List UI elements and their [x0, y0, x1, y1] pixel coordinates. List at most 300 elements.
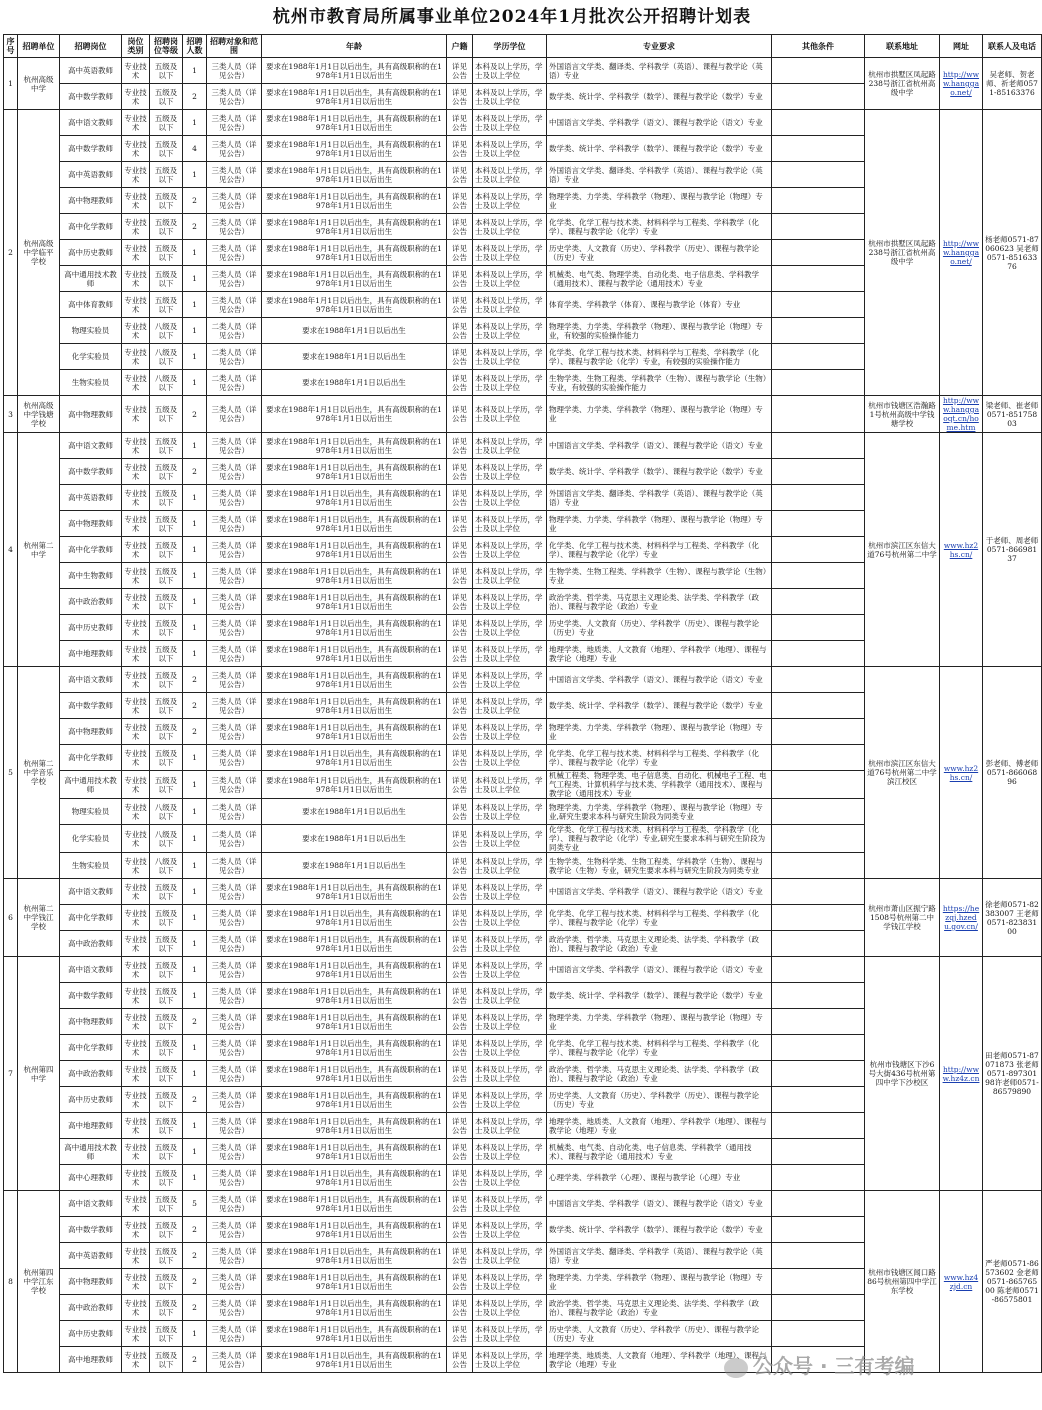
post-level: 五级及以下 — [150, 240, 183, 266]
post-level: 五级及以下 — [150, 667, 183, 693]
post-level: 五级及以下 — [150, 396, 183, 433]
post-name: 高中语文教师 — [60, 957, 122, 983]
household-requirement: 详见公告 — [447, 799, 473, 825]
other-conditions — [772, 485, 865, 511]
page-title: 杭州市教育局所属事业单位2024年1月批次公开招聘计划表 — [272, 7, 752, 27]
education-requirement: 本科及以上学历，学士及以上学位 — [473, 905, 547, 931]
major-requirement: 政治学类、哲学类、马克思主义理论类、法学类、学科教学（政治）、课程与教学论（政治）专业 — [547, 1061, 772, 1087]
post-category: 专业技术 — [122, 1061, 150, 1087]
post-category: 专业技术 — [122, 719, 150, 745]
contact-address: 杭州市滨江区东信大道76号杭州第二中学 — [865, 433, 940, 667]
other-conditions — [772, 433, 865, 459]
post-category: 专业技术 — [122, 641, 150, 667]
other-conditions — [772, 1295, 865, 1321]
other-conditions — [772, 58, 865, 84]
post-level: 五级及以下 — [150, 214, 183, 240]
post-name: 高中政治教师 — [60, 589, 122, 615]
education-requirement: 本科及以上学历，学士及以上学位 — [473, 1243, 547, 1269]
major-requirement: 化学类、化学工程与技术类、材料科学与工程类、学科教学（化学）、课程与教学论（化学）专业 — [547, 905, 772, 931]
post-name: 高中政治教师 — [60, 1295, 122, 1321]
household-requirement: 详见公告 — [447, 931, 473, 957]
post-category: 专业技术 — [122, 58, 150, 84]
age-requirement: 要求在1988年1月1日以后出生，具有高级职称的在1978年1月1日以后出生 — [262, 1217, 447, 1243]
household-requirement: 详见公告 — [447, 1269, 473, 1295]
other-conditions — [772, 853, 865, 879]
household-requirement: 详见公告 — [447, 459, 473, 485]
post-name: 高中历史教师 — [60, 615, 122, 641]
major-requirement: 生物学类、生物工程类、学科教学（生物）、课程与教学论（生物）专业，有较强的实验操作能力 — [547, 370, 772, 396]
column-header: 岗位类别 — [122, 35, 150, 58]
household-requirement: 详见公告 — [447, 1191, 473, 1217]
post-level: 八级及以下 — [150, 370, 183, 396]
post-name: 高中化学教师 — [60, 214, 122, 240]
hire-count: 1 — [183, 240, 207, 266]
hire-count: 1 — [183, 879, 207, 905]
post-category: 专业技术 — [122, 292, 150, 318]
major-requirement: 机械工程类、物理学类、电子信息类、自动化、机械电子工程、电气工程类、计算机科学与技术类、学科教学（通用技术）、课程与教学论（通用技术）专业 — [547, 771, 772, 799]
household-requirement: 详见公告 — [447, 1321, 473, 1347]
column-header: 年龄 — [262, 35, 447, 58]
age-requirement: 要求在1988年1月1日以后出生，具有高级职称的在1978年1月1日以后出生 — [262, 1321, 447, 1347]
age-requirement: 要求在1988年1月1日以后出生，具有高级职称的在1978年1月1日以后出生 — [262, 1113, 447, 1139]
major-requirement: 历史学类、人文教育（历史）、学科教学（历史）、课程与教学论（历史）专业 — [547, 1087, 772, 1113]
recruit-target: 三类人员（详见公告） — [207, 188, 262, 214]
post-name: 高中历史教师 — [60, 1321, 122, 1347]
post-name: 物理实验员 — [60, 318, 122, 344]
household-requirement: 详见公告 — [447, 667, 473, 693]
household-requirement: 详见公告 — [447, 240, 473, 266]
age-requirement: 要求在1988年1月1日以后出生，具有高级职称的在1978年1月1日以后出生 — [262, 433, 447, 459]
post-name: 高中物理教师 — [60, 396, 122, 433]
household-requirement: 详见公告 — [447, 1295, 473, 1321]
website-link[interactable]: http://www.hanggao.net/ — [942, 239, 980, 266]
major-requirement: 中国语言文学类、学科教学（语文）、课程与教学论（语文）专业 — [547, 433, 772, 459]
household-requirement: 详见公告 — [447, 693, 473, 719]
education-requirement: 本科及以上学历，学士及以上学位 — [473, 344, 547, 370]
website-cell — [940, 396, 983, 433]
education-requirement: 本科及以上学历，学士及以上学位 — [473, 266, 547, 292]
post-level: 五级及以下 — [150, 1035, 183, 1061]
recruit-target: 三类人员（详见公告） — [207, 957, 262, 983]
post-level: 五级及以下 — [150, 162, 183, 188]
hire-count: 1 — [183, 1035, 207, 1061]
other-conditions — [772, 693, 865, 719]
major-requirement: 物理学类、力学类、学科教学（物理）、课程与教学论（物理）专业 — [547, 188, 772, 214]
post-level: 五级及以下 — [150, 693, 183, 719]
table-row — [4, 667, 1042, 693]
hire-count: 2 — [183, 396, 207, 433]
household-requirement: 详见公告 — [447, 396, 473, 433]
age-requirement: 要求在1988年1月1日以后出生，具有高级职称的在1978年1月1日以后出生 — [262, 771, 447, 799]
contact-address: 杭州市钱塘区浩瀚路1号杭州高级中学钱塘学校 — [865, 396, 940, 433]
hire-count: 1 — [183, 58, 207, 84]
other-conditions — [772, 905, 865, 931]
post-category: 专业技术 — [122, 1243, 150, 1269]
age-requirement: 要求在1988年1月1日以后出生，具有高级职称的在1978年1月1日以后出生 — [262, 266, 447, 292]
recruit-target: 三类人员（详见公告） — [207, 1321, 262, 1347]
post-name: 高中数学教师 — [60, 459, 122, 485]
major-requirement: 化学类、化学工程与技术类、材料科学与工程类、学科教学（化学）、课程与教学论（化学）专业 — [547, 745, 772, 771]
household-requirement: 详见公告 — [447, 879, 473, 905]
website-cell — [940, 58, 983, 110]
household-requirement: 详见公告 — [447, 136, 473, 162]
post-level: 八级及以下 — [150, 853, 183, 879]
major-requirement: 外国语言文学类、翻译类、学科教学（英语）、课程与教学论（英语）专业 — [547, 1243, 772, 1269]
age-requirement: 要求在1988年1月1日以后出生，具有高级职称的在1978年1月1日以后出生 — [262, 1347, 447, 1373]
household-requirement: 详见公告 — [447, 983, 473, 1009]
hire-count: 2 — [183, 693, 207, 719]
recruit-target: 三类人员（详见公告） — [207, 771, 262, 799]
age-requirement: 要求在1988年1月1日以后出生，具有高级职称的在1978年1月1日以后出生 — [262, 110, 447, 136]
household-requirement: 详见公告 — [447, 1009, 473, 1035]
education-requirement: 本科及以上学历，学士及以上学位 — [473, 1269, 547, 1295]
education-requirement: 本科及以上学历，学士及以上学位 — [473, 853, 547, 879]
major-requirement: 数学类、统计学、学科教学（数学）、课程与教学论（数学）专业 — [547, 459, 772, 485]
hire-count: 1 — [183, 799, 207, 825]
post-level: 五级及以下 — [150, 1061, 183, 1087]
hire-count: 1 — [183, 433, 207, 459]
post-category: 专业技术 — [122, 615, 150, 641]
contact-person: 于老师、周老师0571-86698137 — [983, 433, 1042, 667]
other-conditions — [772, 667, 865, 693]
household-requirement: 详见公告 — [447, 537, 473, 563]
post-level: 八级及以下 — [150, 825, 183, 853]
major-requirement: 数学类、统计学、学科教学（数学）、课程与教学论（数学）专业 — [547, 1217, 772, 1243]
recruit-target: 三类人员（详见公告） — [207, 931, 262, 957]
other-conditions — [772, 318, 865, 344]
major-requirement: 物理学类、力学类、学科教学（物理）、课程与教学论（物理）专业 — [547, 396, 772, 433]
post-category: 专业技术 — [122, 162, 150, 188]
post-category: 专业技术 — [122, 1217, 150, 1243]
other-conditions — [772, 563, 865, 589]
post-level: 八级及以下 — [150, 344, 183, 370]
post-category: 专业技术 — [122, 589, 150, 615]
household-requirement: 详见公告 — [447, 1165, 473, 1191]
recruit-target: 二类人员（详见公告） — [207, 370, 262, 396]
education-requirement: 本科及以上学历，学士及以上学位 — [473, 162, 547, 188]
age-requirement: 要求在1988年1月1日以后出生，具有高级职称的在1978年1月1日以后出生 — [262, 667, 447, 693]
hire-count: 1 — [183, 318, 207, 344]
hire-count: 2 — [183, 459, 207, 485]
post-category: 专业技术 — [122, 370, 150, 396]
post-level: 五级及以下 — [150, 433, 183, 459]
age-requirement: 要求在1988年1月1日以后出生，具有高级职称的在1978年1月1日以后出生 — [262, 615, 447, 641]
major-requirement: 机械类、电气类、物理学类、自动化类、电子信息类、学科教学（通用技术）、课程与教学论（通用技术）专业 — [547, 266, 772, 292]
post-name: 高中政治教师 — [60, 931, 122, 957]
other-conditions — [772, 214, 865, 240]
hire-count: 4 — [183, 136, 207, 162]
hire-count: 2 — [183, 667, 207, 693]
contact-person: 梁老师、崔老师0571-85175803 — [983, 396, 1042, 433]
age-requirement: 要求在1988年1月1日以后出生，具有高级职称的在1978年1月1日以后出生 — [262, 485, 447, 511]
recruit-target: 二类人员（详见公告） — [207, 318, 262, 344]
recruit-target: 三类人员（详见公告） — [207, 615, 262, 641]
post-name: 高中语文教师 — [60, 1191, 122, 1217]
post-category: 专业技术 — [122, 563, 150, 589]
unit-number: 3 — [4, 396, 18, 433]
education-requirement: 本科及以上学历，学士及以上学位 — [473, 799, 547, 825]
unit-number: 6 — [4, 879, 18, 957]
post-level: 五级及以下 — [150, 1295, 183, 1321]
education-requirement: 本科及以上学历，学士及以上学位 — [473, 433, 547, 459]
website-link[interactable]: www.hz2hs.cn/ — [943, 540, 979, 559]
other-conditions — [772, 1139, 865, 1165]
post-category: 专业技术 — [122, 853, 150, 879]
website-cell — [940, 879, 983, 957]
education-requirement: 本科及以上学历，学士及以上学位 — [473, 879, 547, 905]
other-conditions — [772, 931, 865, 957]
other-conditions — [772, 396, 865, 433]
post-category: 专业技术 — [122, 957, 150, 983]
education-requirement: 本科及以上学历，学士及以上学位 — [473, 1321, 547, 1347]
hire-count: 1 — [183, 563, 207, 589]
website-cell — [940, 1191, 983, 1373]
major-requirement: 化学类、化学工程与技术类、材料科学与工程类、学科教学（化学）、课程与教学论（化学）专业,研究生要求本科与研究生阶段为同类专业 — [547, 825, 772, 853]
other-conditions — [772, 266, 865, 292]
post-category: 专业技术 — [122, 485, 150, 511]
other-conditions — [772, 589, 865, 615]
household-requirement: 详见公告 — [447, 1243, 473, 1269]
post-name: 化学实验员 — [60, 344, 122, 370]
table-row — [4, 110, 1042, 136]
major-requirement: 外国语言文学类、翻译类、学科教学（英语）、课程与教学论（英语）专业 — [547, 162, 772, 188]
post-name: 高中通用技术教师 — [60, 266, 122, 292]
post-name: 高中地理教师 — [60, 1113, 122, 1139]
major-requirement: 外国语言文学类、翻译类、学科教学（英语）、课程与教学论（英语）专业 — [547, 58, 772, 84]
age-requirement: 要求在1988年1月1日以后出生 — [262, 344, 447, 370]
other-conditions — [772, 136, 865, 162]
education-requirement: 本科及以上学历，学士及以上学位 — [473, 693, 547, 719]
website-link[interactable]: www.hz4zjd.cn — [943, 1272, 979, 1291]
household-requirement: 详见公告 — [447, 188, 473, 214]
education-requirement: 本科及以上学历，学士及以上学位 — [473, 396, 547, 433]
household-requirement: 详见公告 — [447, 563, 473, 589]
website-link[interactable]: http://www.hanggao.net/ — [942, 70, 980, 97]
post-level: 五级及以下 — [150, 1217, 183, 1243]
hire-count: 1 — [183, 537, 207, 563]
post-category: 专业技术 — [122, 266, 150, 292]
recruit-target: 三类人员（详见公告） — [207, 745, 262, 771]
column-header: 户籍 — [447, 35, 473, 58]
post-level: 五级及以下 — [150, 719, 183, 745]
hire-count: 2 — [183, 1009, 207, 1035]
contact-person: 彭老师、傅老师0571-86606896 — [983, 667, 1042, 879]
major-requirement: 心理学类、学科教学（心理）、课程与教学论（心理）专业 — [547, 1165, 772, 1191]
major-requirement: 化学类、化学工程与技术类、材料科学与工程类、学科教学（化学）、课程与教学论（化学）专业 — [547, 537, 772, 563]
unit-number: 7 — [4, 957, 18, 1191]
other-conditions — [772, 879, 865, 905]
post-level: 五级及以下 — [150, 1191, 183, 1217]
other-conditions — [772, 240, 865, 266]
household-requirement: 详见公告 — [447, 1061, 473, 1087]
post-category: 专业技术 — [122, 1191, 150, 1217]
hire-count: 2 — [183, 188, 207, 214]
education-requirement: 本科及以上学历，学士及以上学位 — [473, 240, 547, 266]
post-level: 五级及以下 — [150, 1139, 183, 1165]
age-requirement: 要求在1988年1月1日以后出生，具有高级职称的在1978年1月1日以后出生 — [262, 1009, 447, 1035]
website-link[interactable]: www.hz2hs.cn/ — [943, 763, 979, 782]
hire-count: 1 — [183, 771, 207, 799]
table-row — [4, 58, 1042, 84]
post-category: 专业技术 — [122, 136, 150, 162]
post-category: 专业技术 — [122, 511, 150, 537]
post-level: 五级及以下 — [150, 1113, 183, 1139]
major-requirement: 历史学类、人文教育（历史）、学科教学（历史）、课程与教学论（历史）专业 — [547, 240, 772, 266]
post-category: 专业技术 — [122, 537, 150, 563]
age-requirement: 要求在1988年1月1日以后出生，具有高级职称的在1978年1月1日以后出生 — [262, 511, 447, 537]
other-conditions — [772, 292, 865, 318]
contact-address: 杭州市萧山区振宁路1508号杭州第二中学钱江学校 — [865, 879, 940, 957]
recruit-target: 三类人员（详见公告） — [207, 983, 262, 1009]
unit-number: 8 — [4, 1191, 18, 1373]
post-name: 高中物理教师 — [60, 1009, 122, 1035]
post-name: 高中数学教师 — [60, 983, 122, 1009]
household-requirement: 详见公告 — [447, 485, 473, 511]
major-requirement: 物理学类、力学类、学科教学（物理）、课程与教学论（物理）专业 — [547, 1269, 772, 1295]
other-conditions — [772, 771, 865, 799]
other-conditions — [772, 344, 865, 370]
major-requirement: 化学类、化学工程与技术类、材料科学与工程类、学科教学（化学）、课程与教学论（化学）专业 — [547, 1035, 772, 1061]
recruit-target: 三类人员（详见公告） — [207, 1061, 262, 1087]
household-requirement: 详见公告 — [447, 318, 473, 344]
other-conditions — [772, 511, 865, 537]
major-requirement: 物理学类、力学类、学科教学（物理）、课程与教学论（物理）专业 — [547, 719, 772, 745]
household-requirement: 详见公告 — [447, 1217, 473, 1243]
other-conditions — [772, 1087, 865, 1113]
unit-name: 杭州第四中学 — [18, 957, 60, 1191]
post-level: 五级及以下 — [150, 136, 183, 162]
household-requirement: 详见公告 — [447, 641, 473, 667]
other-conditions — [772, 84, 865, 110]
unit-name: 杭州第二中学 — [18, 433, 60, 667]
major-requirement: 政治学类、哲学类、马克思主义理论类、法学类、学科教学（政治）、课程与教学论（政治）专业 — [547, 589, 772, 615]
post-category: 专业技术 — [122, 1165, 150, 1191]
recruit-target: 三类人员（详见公告） — [207, 433, 262, 459]
post-category: 专业技术 — [122, 1139, 150, 1165]
household-requirement: 详见公告 — [447, 771, 473, 799]
age-requirement: 要求在1988年1月1日以后出生，具有高级职称的在1978年1月1日以后出生 — [262, 693, 447, 719]
contact-address: 杭州市钱塘区下沙6号大街436号杭州第四中学下沙校区 — [865, 957, 940, 1191]
recruit-target: 三类人员（详见公告） — [207, 1347, 262, 1373]
hire-count: 1 — [183, 1113, 207, 1139]
post-level: 五级及以下 — [150, 983, 183, 1009]
hire-count: 1 — [183, 370, 207, 396]
post-level: 五级及以下 — [150, 641, 183, 667]
other-conditions — [772, 1243, 865, 1269]
education-requirement: 本科及以上学历，学士及以上学位 — [473, 485, 547, 511]
recruit-target: 三类人员（详见公告） — [207, 641, 262, 667]
post-level: 五级及以下 — [150, 459, 183, 485]
age-requirement: 要求在1988年1月1日以后出生，具有高级职称的在1978年1月1日以后出生 — [262, 1269, 447, 1295]
post-name: 高中化学教师 — [60, 537, 122, 563]
household-requirement: 详见公告 — [447, 1347, 473, 1373]
recruit-target: 三类人员（详见公告） — [207, 667, 262, 693]
education-requirement: 本科及以上学历，学士及以上学位 — [473, 1295, 547, 1321]
education-requirement: 本科及以上学历，学士及以上学位 — [473, 537, 547, 563]
major-requirement: 数学类、统计学、学科教学（数学）、课程与教学论（数学）专业 — [547, 983, 772, 1009]
table-row — [4, 433, 1042, 459]
recruit-target: 三类人员（详见公告） — [207, 1035, 262, 1061]
other-conditions — [772, 110, 865, 136]
education-requirement: 本科及以上学历，学士及以上学位 — [473, 615, 547, 641]
age-requirement: 要求在1988年1月1日以后出生，具有高级职称的在1978年1月1日以后出生 — [262, 589, 447, 615]
hire-count: 2 — [183, 1087, 207, 1113]
age-requirement: 要求在1988年1月1日以后出生，具有高级职称的在1978年1月1日以后出生 — [262, 459, 447, 485]
other-conditions — [772, 188, 865, 214]
other-conditions — [772, 641, 865, 667]
post-level: 五级及以下 — [150, 957, 183, 983]
website-cell — [940, 110, 983, 396]
other-conditions — [772, 799, 865, 825]
other-conditions — [772, 162, 865, 188]
website-link[interactable]: https://hezqj.hzedu.gov.cn/ — [942, 904, 980, 931]
major-requirement: 地理学类、地质类、人文教育（地理）、学科教学（地理）、课程与教学论（地理）专业 — [547, 1113, 772, 1139]
post-category: 专业技术 — [122, 1269, 150, 1295]
major-requirement: 中国语言文学类、学科教学（语文）、课程与教学论（语文）专业 — [547, 667, 772, 693]
education-requirement: 本科及以上学历，学士及以上学位 — [473, 771, 547, 799]
post-name: 生物实验员 — [60, 853, 122, 879]
education-requirement: 本科及以上学历，学士及以上学位 — [473, 110, 547, 136]
major-requirement: 生物学类、生物科学类、生物工程类、学科教学（生物）、课程与教学论（生物）专业，研究生要求本科与研究生阶段为同类专业 — [547, 853, 772, 879]
website-cell — [940, 957, 983, 1191]
age-requirement: 要求在1988年1月1日以后出生，具有高级职称的在1978年1月1日以后出生 — [262, 84, 447, 110]
column-header: 招聘对象和范围 — [207, 35, 262, 58]
post-level: 五级及以下 — [150, 771, 183, 799]
education-requirement: 本科及以上学历，学士及以上学位 — [473, 983, 547, 1009]
recruit-target: 三类人员（详见公告） — [207, 879, 262, 905]
major-requirement: 政治学类、哲学类、马克思主义理论类、法学类、学科教学（政治）、课程与教学论（政治）专业 — [547, 1295, 772, 1321]
contact-person: 田老师0571-87071873 张老师0571-89730198许老师0571-86579890 — [983, 957, 1042, 1191]
hire-count: 2 — [183, 1217, 207, 1243]
education-requirement: 本科及以上学历，学士及以上学位 — [473, 931, 547, 957]
age-requirement: 要求在1988年1月1日以后出生，具有高级职称的在1978年1月1日以后出生 — [262, 1139, 447, 1165]
post-name: 化学实验员 — [60, 825, 122, 853]
recruit-target: 二类人员（详见公告） — [207, 825, 262, 853]
recruit-target: 三类人员（详见公告） — [207, 563, 262, 589]
post-name: 高中语文教师 — [60, 879, 122, 905]
recruit-target: 二类人员（详见公告） — [207, 853, 262, 879]
column-header: 其他条件 — [772, 35, 865, 58]
post-category: 专业技术 — [122, 1321, 150, 1347]
recruit-target: 三类人员（详见公告） — [207, 110, 262, 136]
hire-count: 2 — [183, 1269, 207, 1295]
other-conditions — [772, 1321, 865, 1347]
other-conditions — [772, 1009, 865, 1035]
age-requirement: 要求在1988年1月1日以后出生 — [262, 318, 447, 344]
recruit-target: 三类人员（详见公告） — [207, 459, 262, 485]
hire-count: 2 — [183, 214, 207, 240]
major-requirement: 地理学类、地质类、人文教育（地理）、学科教学（地理）、课程与教学论（地理）专业 — [547, 1347, 772, 1373]
post-level: 五级及以下 — [150, 188, 183, 214]
age-requirement: 要求在1988年1月1日以后出生 — [262, 370, 447, 396]
age-requirement: 要求在1988年1月1日以后出生，具有高级职称的在1978年1月1日以后出生 — [262, 1087, 447, 1113]
column-header: 专业要求 — [547, 35, 772, 58]
recruitment-table — [3, 34, 1042, 1373]
major-requirement: 数学类、统计学、学科教学（数学）、课程与教学论（数学）专业 — [547, 693, 772, 719]
column-header: 招聘人数 — [183, 35, 207, 58]
hire-count: 1 — [183, 344, 207, 370]
other-conditions — [772, 1269, 865, 1295]
education-requirement: 本科及以上学历，学士及以上学位 — [473, 957, 547, 983]
website-link[interactable]: http://www.hanggaoqt.cn/home.htm — [942, 396, 980, 432]
contact-address: 杭州市拱墅区凤起路238号浙江省杭州高级中学 — [865, 110, 940, 396]
major-requirement: 化学类、化学工程与技术类、材料科学与工程类、学科教学（化学）、课程与教学论（化学）专业 — [547, 214, 772, 240]
recruit-target: 三类人员（详见公告） — [207, 58, 262, 84]
major-requirement: 物理学类、力学类、学科教学（物理）、课程与教学论（物理）专业 — [547, 511, 772, 537]
website-link[interactable]: http://www.hz4z.cn — [942, 1064, 980, 1083]
post-name: 高中物理教师 — [60, 188, 122, 214]
age-requirement: 要求在1988年1月1日以后出生，具有高级职称的在1978年1月1日以后出生 — [262, 879, 447, 905]
